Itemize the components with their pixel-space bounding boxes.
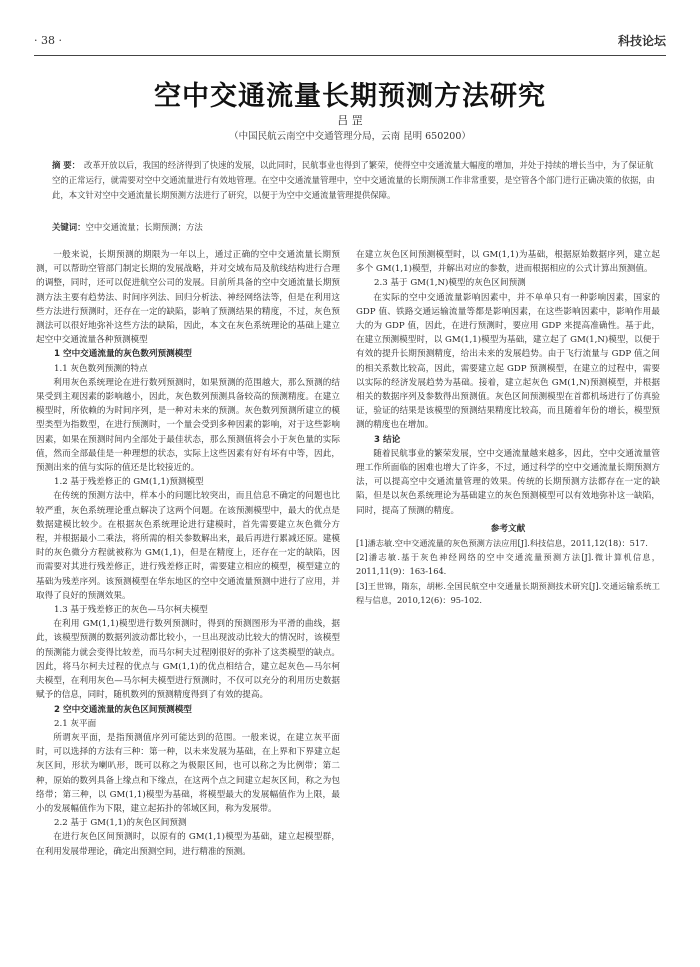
body-paragraph: 在建立灰色区间预测模型时，以 GM(1,1)为基础，根据原始数据序列，建立起多个 GM(1,1)模型，并解出对应的参数，进而根据相应的公式计算出预测值。: [356, 250, 660, 275]
section-heading: 3 结论: [374, 434, 401, 445]
left-column: [36, 248, 340, 859]
body-paragraph: 在进行灰色区间预测时，以原有的 GM(1,1)模型为基础，建立起模型群，在利用发展带理论，确定出预测空间，进行精准的预测。: [36, 832, 340, 857]
subsection-heading: 1.1 灰色数列预测的特点: [54, 363, 148, 374]
header-rule: [34, 55, 666, 56]
page-number: · 38 ·: [34, 34, 62, 47]
body-paragraph: 在利用 GM(1,1)模型进行数列预测时，得到的预测图形为平滑的曲线，据此，该模型预测的数据列波动都比较小，一旦出现波动比较大的情况时，该模型的预测能力就会变得比较差，而马尔柯夫过程刚很好的弥补了这类模型的缺点。因此，将马尔柯夫过程的优点与 GM(1,1)的优点相结合，建立起灰色—马尔柯夫模型，在利用灰色—马尔柯夫模型进行预测时，不仅可以充分的利用历史数据赋予的信息，同时，随机数列的预测精度得到了有效的提高。: [36, 619, 340, 701]
body-paragraph: 一般来说，长期预测的期限为一年以上，通过正确的空中交通流量长期预测，可以帮助空管部门制定长期的发展战略，并对交域布局及航线结构进行合理的调整，同时，还可以促进航空公司的发展。目前所具备的空中交通流量长期预测方法主要有趋势法、时间序列法、回归分析法、神经网络法等，但是在利用这些方法进行预测时，还存在一定的缺陷，影响了预测结果的精度，不过，灰色预测法可以很好地弥补这些方法的缺陷，因此，本文在灰色系统理论的基础上建立起空中交通流量各种预测模型: [36, 250, 340, 346]
body-paragraph: 在传统的预测方法中，样本小的问题比较突出，而且信息不确定的问题也比较严重，灰色系统理论重点解决了这两个问题。在该预测模型中，最大的优点是数据建模比较少。在根据灰色系统理论进行建模时，首先需要建立灰色微分方程，并根据最小二乘法，将所需的相关参数解出来，最后再进行累减还原。建模时的灰色微分方程就被称为 GM(1,1)，但是在精度上，还存在一定的缺陷，因而需要对其进行残差修正，进行残差修正时，需要建立相应的模型，模型建立的基础为残差序列。该预测模型在华东地区的空中交通流量预测中进行了应用，并取得了良好的预测效果。: [36, 491, 340, 601]
abstract-text: 改革开放以后，我国的经济得到了快速的发展，以此同时，民航事业也得到了繁荣，使得空中交通流量大幅度的增加，并处于持续的增长当中，为了保证航空的正常运行，就需要对空中交通流量进行有效地管理。在空中交通流量管理中，空中交通流量的长期预测工作非常重要，是空管各个部门进行正确决策的依据，由此，本文针对空中交通流量长期预测方法进行了研究，以便于为空中交通流量管理提供保障。: [52, 160, 655, 200]
subsection-heading: 1.3 基于残差修正的灰色—马尔柯夫模型: [54, 605, 208, 616]
section-tag: 科技论坛: [617, 34, 666, 48]
affiliation: （中国民航云南空中交通管理分局，云南 昆明 650200）: [229, 131, 471, 142]
right-column: [356, 248, 660, 607]
article-title: 空中交通流量长期预测方法研究: [154, 81, 546, 112]
subsection-heading: 1.2 基于残差修正的 GM(1,1)预测模型: [54, 477, 204, 488]
keywords-label: 关键词：: [52, 222, 86, 232]
subsection-heading: 2.2 基于 GM(1,1)的灰色区间预测: [54, 818, 187, 829]
abstract: [52, 158, 658, 203]
body-paragraph: 所谓灰平面，是指预测值序列可能达到的范围。一般来说，在建立灰平面时，可以选择的方法有三种：第一种，以未来发展为基础，在上界和下界建立起灰区间，形状为喇叭形，既可以称之为极限区间，也可以称之为比例带；第二种，原始的数列具备上缘点和下缘点，在这两个点之间建立起灰区间，称之为包络带；第三种，以 GM(1,1)模型为基础，将模型最大的发展幅值作为上限，最小的发展幅值作为下限，建立起拓扑的邻域区间，称为发展带。: [36, 732, 340, 814]
reference-item: [1]潘志敏.空中交通流量的灰色预测方法应用[J].科技信息，2011,12(18)：517.: [356, 538, 648, 549]
keywords-text: 空中交通流量；长期预测；方法: [85, 222, 203, 232]
subsection-heading: 2.3 基于 GM(1,N)模型的灰色区间预测: [374, 278, 526, 289]
author: 吕 罡: [337, 114, 363, 127]
reference-item: [3]王世锦，隋东，胡彬.全国民航空中交通量长期预测技术研究[J].交通运输系统工程与信息，2010,12(6)：95-102.: [356, 580, 660, 605]
reference-item: [2]潘志敏.基于灰色神经网络的空中交通流量预测方法[J].微计算机信息，2011,11(9)：163-164.: [356, 552, 660, 577]
keywords: [52, 220, 658, 235]
body-paragraph: 利用灰色系统理论在进行数列预测时，如果预测的范围越大，那么预测的结果受到主观因素的影响越小，因此，灰色数列预测具备较高的预测精度。在建立模型时，所依赖的为时间序列，是一种对未来的预测。灰色数列预测所建立的模型类型为指数型，在进行预测时，一个量会受到多种因素的影响，对于这些影响因素，如果在预测时间内全部处于最佳状态，那么预测值将会小于灰色量的实际值，然而全部最佳是一种理想的状态，实际上这些因素有好有坏有中等，因此，预测出来的值与实际的值还是比较接近的。: [36, 377, 340, 474]
page-header: [34, 30, 666, 52]
section-heading: 1 空中交通流量的灰色数列预测模型: [54, 349, 192, 360]
references-heading: 参考文献: [490, 523, 526, 534]
subsection-heading: 2.1 灰平面: [54, 718, 97, 729]
section-heading: 2 空中交通流量的灰色区间预测模型: [54, 704, 192, 715]
body-paragraph: 随着民航事业的繁荣发展，空中交通流量越来越多，因此，空中交通流量管理工作所面临的困难也增大了许多，不过，通过科学的空中交通流量长期预测方法，可以提高空中交通流量管理的效果。传统的长期预测方法都存在一定的缺陷，但是以灰色系统理论为基础建立的灰色预测模型可以有效地弥补这一缺陷，同时，提高了预测的精度。: [356, 448, 660, 516]
abstract-label: 摘 要：: [52, 160, 81, 170]
body-paragraph: 在实际的空中交通流量影响因素中，并不单单只有一种影响因素，国家的 GDP 值、铁路交通运输流量等都是影响因素，在这些影响因素中，影响作用最大的为 GDP 值，因此，在进行预测时，要应用 GDP 来提高准确性。基于此，在建立预测模型时，以 GM(1,1)模型为基础，建立起了 GM(1,N)模型，以便于有效的提升长期预测精度，给出未来的发展趋势。由于飞行流量与 GDP 值之间的相关系数比较高，因此，需要建立起 GDP 预测模型，在建立的过程中，需要以实际的经济发展趋势为基础。接着，建立起灰色 GM(1,N)预测模型，并根据相关的数据序列及参数得出预测值。灰色区间预测模型在首都机场进行了仿真验证，验证的结果是该模型的预测结果精度比较高，而且随着年份的增长，模型预测的精度也在增加。: [356, 292, 660, 431]
